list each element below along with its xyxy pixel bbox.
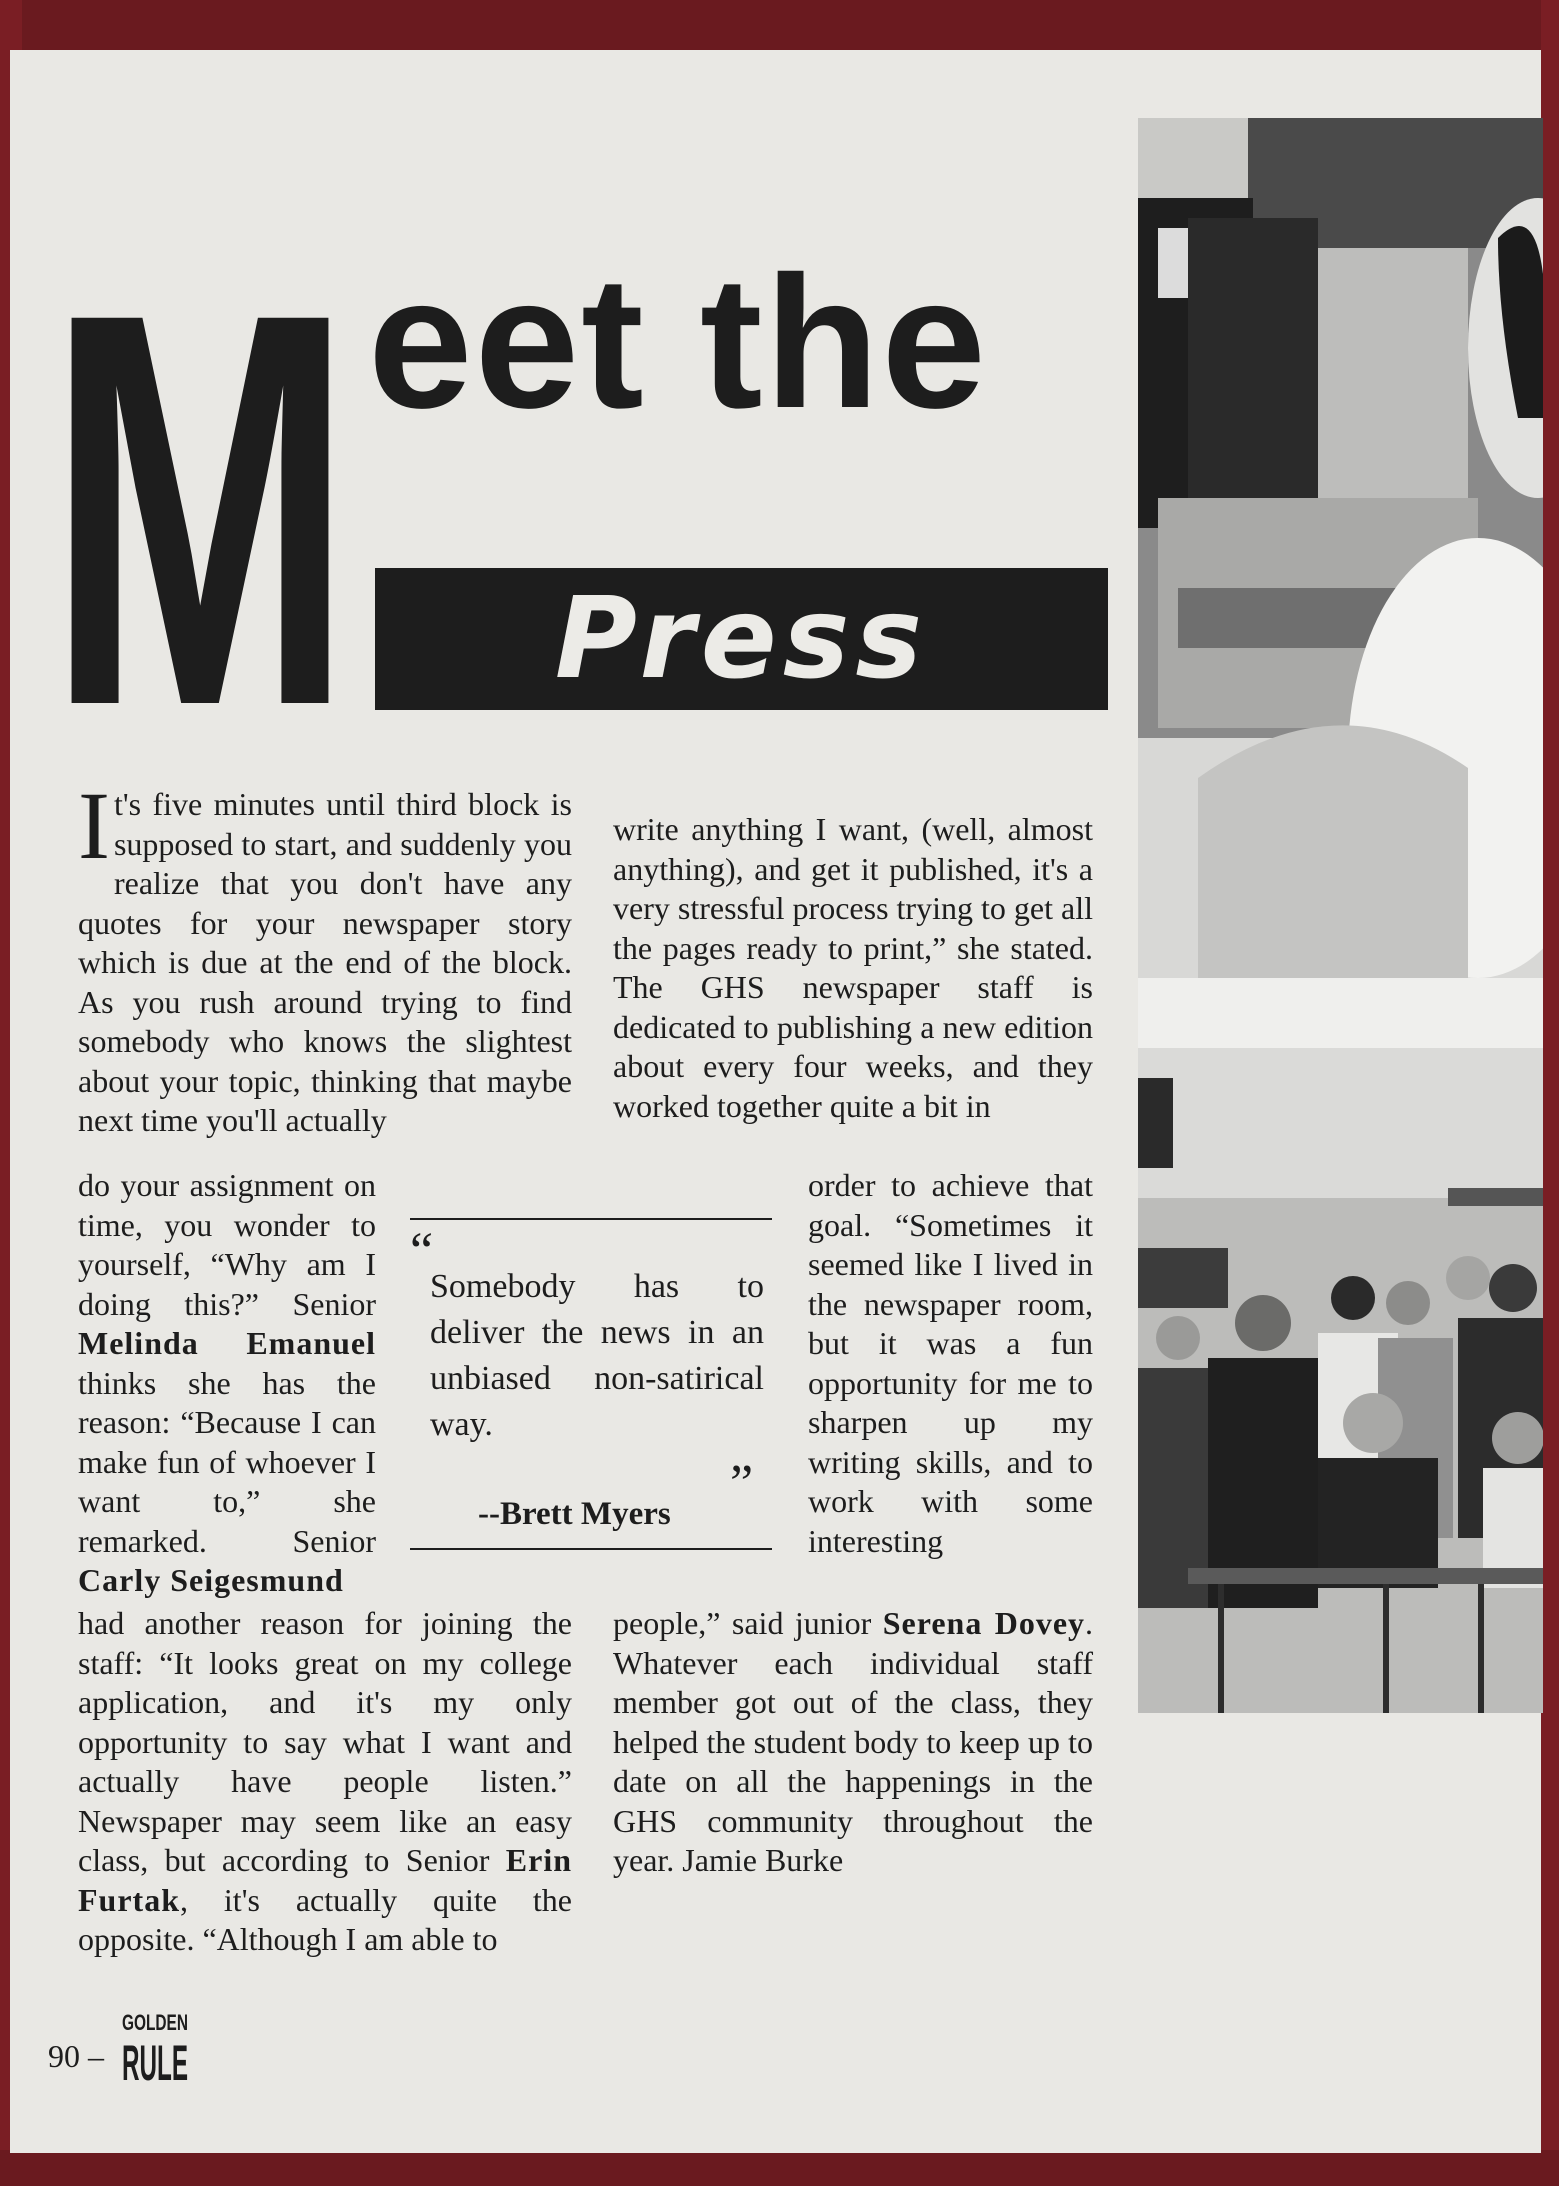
article-right-narrow	[808, 1166, 1093, 1561]
article-text-right-top: write anything I want, (well, almost anything), and get it published, it's a very stressful process trying to get all the pages ready to print,” she stated. The GHS newspaper staff is dedicated to publishing a new edition about every four weeks, and they worked together quite a bit in	[613, 811, 1093, 1124]
article-text-right-bottom-a: people,” said junior	[613, 1605, 872, 1641]
article-text-left-bottom-b: , it's actually quite the opposite. “Although I am able to	[78, 1881, 572, 1957]
title-initial	[45, 270, 355, 710]
pull-quote	[410, 1218, 772, 1548]
article-text-left-top: t's five minutes until third block is supposed to start, and suddenly you realize that you don't have any quotes for your newspaper story which is due at the end of the block. As you rush around trying to find somebody who knows the slightest about your topic, thinking that maybe next time you'll actually	[78, 786, 572, 1138]
title-line-1: eet the	[368, 237, 988, 447]
article-right-top	[613, 810, 1093, 1126]
article-text-left-narrow-a: do your assignment on time, you wonder to yourself, “Why am I doing this?” Senior	[78, 1167, 376, 1322]
book-edge-bottom	[0, 2150, 1559, 2186]
article-text-right-narrow: order to achieve that goal. “Sometimes it seemed like I lived in the newspaper room, but it was a fun opportunity for me to sharpen up my writing skills, and to work with some interesting	[808, 1167, 1093, 1559]
pull-quote-rule-bottom	[410, 1548, 772, 1550]
pull-quote-text: Somebody has to deliver the news in an unbiased non-satirical way.	[430, 1268, 764, 1443]
article-text-right-bottom-b: . Whatever each individual staff member got out of the class, they helped the student body to keep up to date on all the happenings in the GHS community throughout the year. Jamie Burke	[613, 1605, 1094, 1878]
pull-quote-author: --Brett Myers	[478, 1496, 671, 1532]
title-line-2: Press	[554, 574, 929, 704]
article-text-left-narrow-b: thinks she has the reason: “Because I can make fun of whoever I want to,” she remarked. Senior	[78, 1364, 376, 1559]
article-right-bottom	[613, 1604, 1093, 1881]
open-quote-mark: “	[410, 1223, 434, 1280]
svg-text:RULE: RULE	[122, 2035, 188, 2083]
article-text-left-bottom-a: had another reason for joining the staff: “It looks great on my college application, and it's my only opportunity to say what I want and actually have people listen.” Newspaper may seem like an easy class, but according to Senior	[78, 1605, 572, 1878]
book-edge-top	[0, 0, 1559, 55]
student-name-erin: Erin Furtak	[78, 1842, 573, 1918]
book-edge-right	[1541, 0, 1559, 2186]
student-name-carly: Carly Seigesmund	[78, 1562, 344, 1598]
article-left-bottom	[78, 1604, 572, 1960]
article-left-narrow	[78, 1166, 376, 1601]
student-name-serena: Serena Dovey	[882, 1605, 1086, 1641]
photo-newspaper-staff	[1138, 1048, 1543, 1713]
photo-student-at-computer	[1138, 118, 1543, 1048]
student-name-melinda: Melinda Emanuel	[78, 1325, 376, 1361]
close-quote-mark: ”	[730, 1455, 754, 1512]
golden-rule-logo	[120, 2008, 190, 2083]
article-left-top	[78, 772, 572, 1141]
svg-text:GOLDEN: GOLDEN	[122, 2010, 188, 2035]
title-press-banner	[375, 568, 1108, 710]
drop-cap: I	[78, 772, 110, 879]
page-number: 90 –	[48, 2038, 104, 2074]
pull-quote-rule-top	[410, 1218, 772, 1220]
svg-text:M: M	[47, 270, 353, 710]
